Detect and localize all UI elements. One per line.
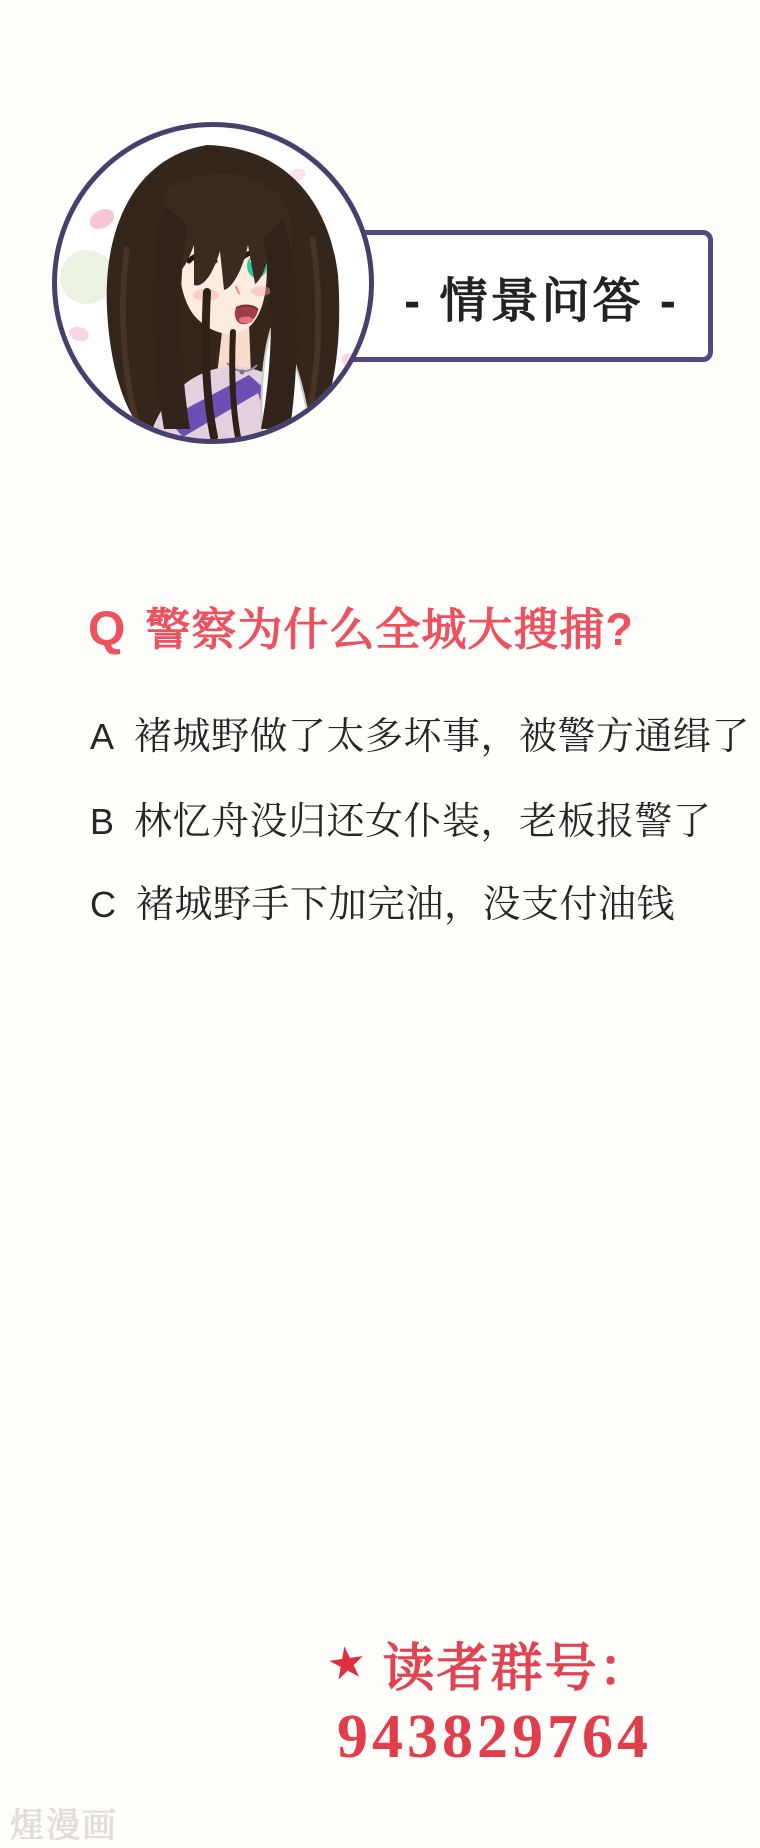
reader-group-line [323, 1628, 653, 1698]
reader-group-number: 943829764 [337, 1703, 652, 1771]
topic-banner-label: - 情景问答 - [404, 274, 679, 328]
question-prefix: Q [88, 603, 126, 656]
girl-portrait-illustration [57, 127, 369, 439]
option-c [90, 881, 675, 929]
option-a-text: 褚城野做了太多坏事，被警方通缉了 [134, 716, 751, 758]
option-b-text: 林忆舟没归还女仆装，老板报警了 [134, 801, 712, 843]
question-line [88, 604, 634, 656]
reader-group-label: 读者群号： [382, 1640, 653, 1698]
option-a-label: A [90, 716, 115, 757]
option-b-label: B [90, 801, 115, 842]
option-c-text: 褚城野手下加完油，没支付油钱 [136, 884, 676, 926]
option-b [90, 798, 712, 846]
site-watermark: 煋漫画 [10, 1807, 118, 1845]
star-icon: ★ [323, 1635, 370, 1691]
option-a [90, 713, 750, 761]
topic-banner [318, 230, 713, 362]
question-text: 警察为什么全城大搜捕? [145, 604, 634, 655]
option-c-label: C [90, 884, 116, 925]
character-avatar [52, 122, 374, 444]
